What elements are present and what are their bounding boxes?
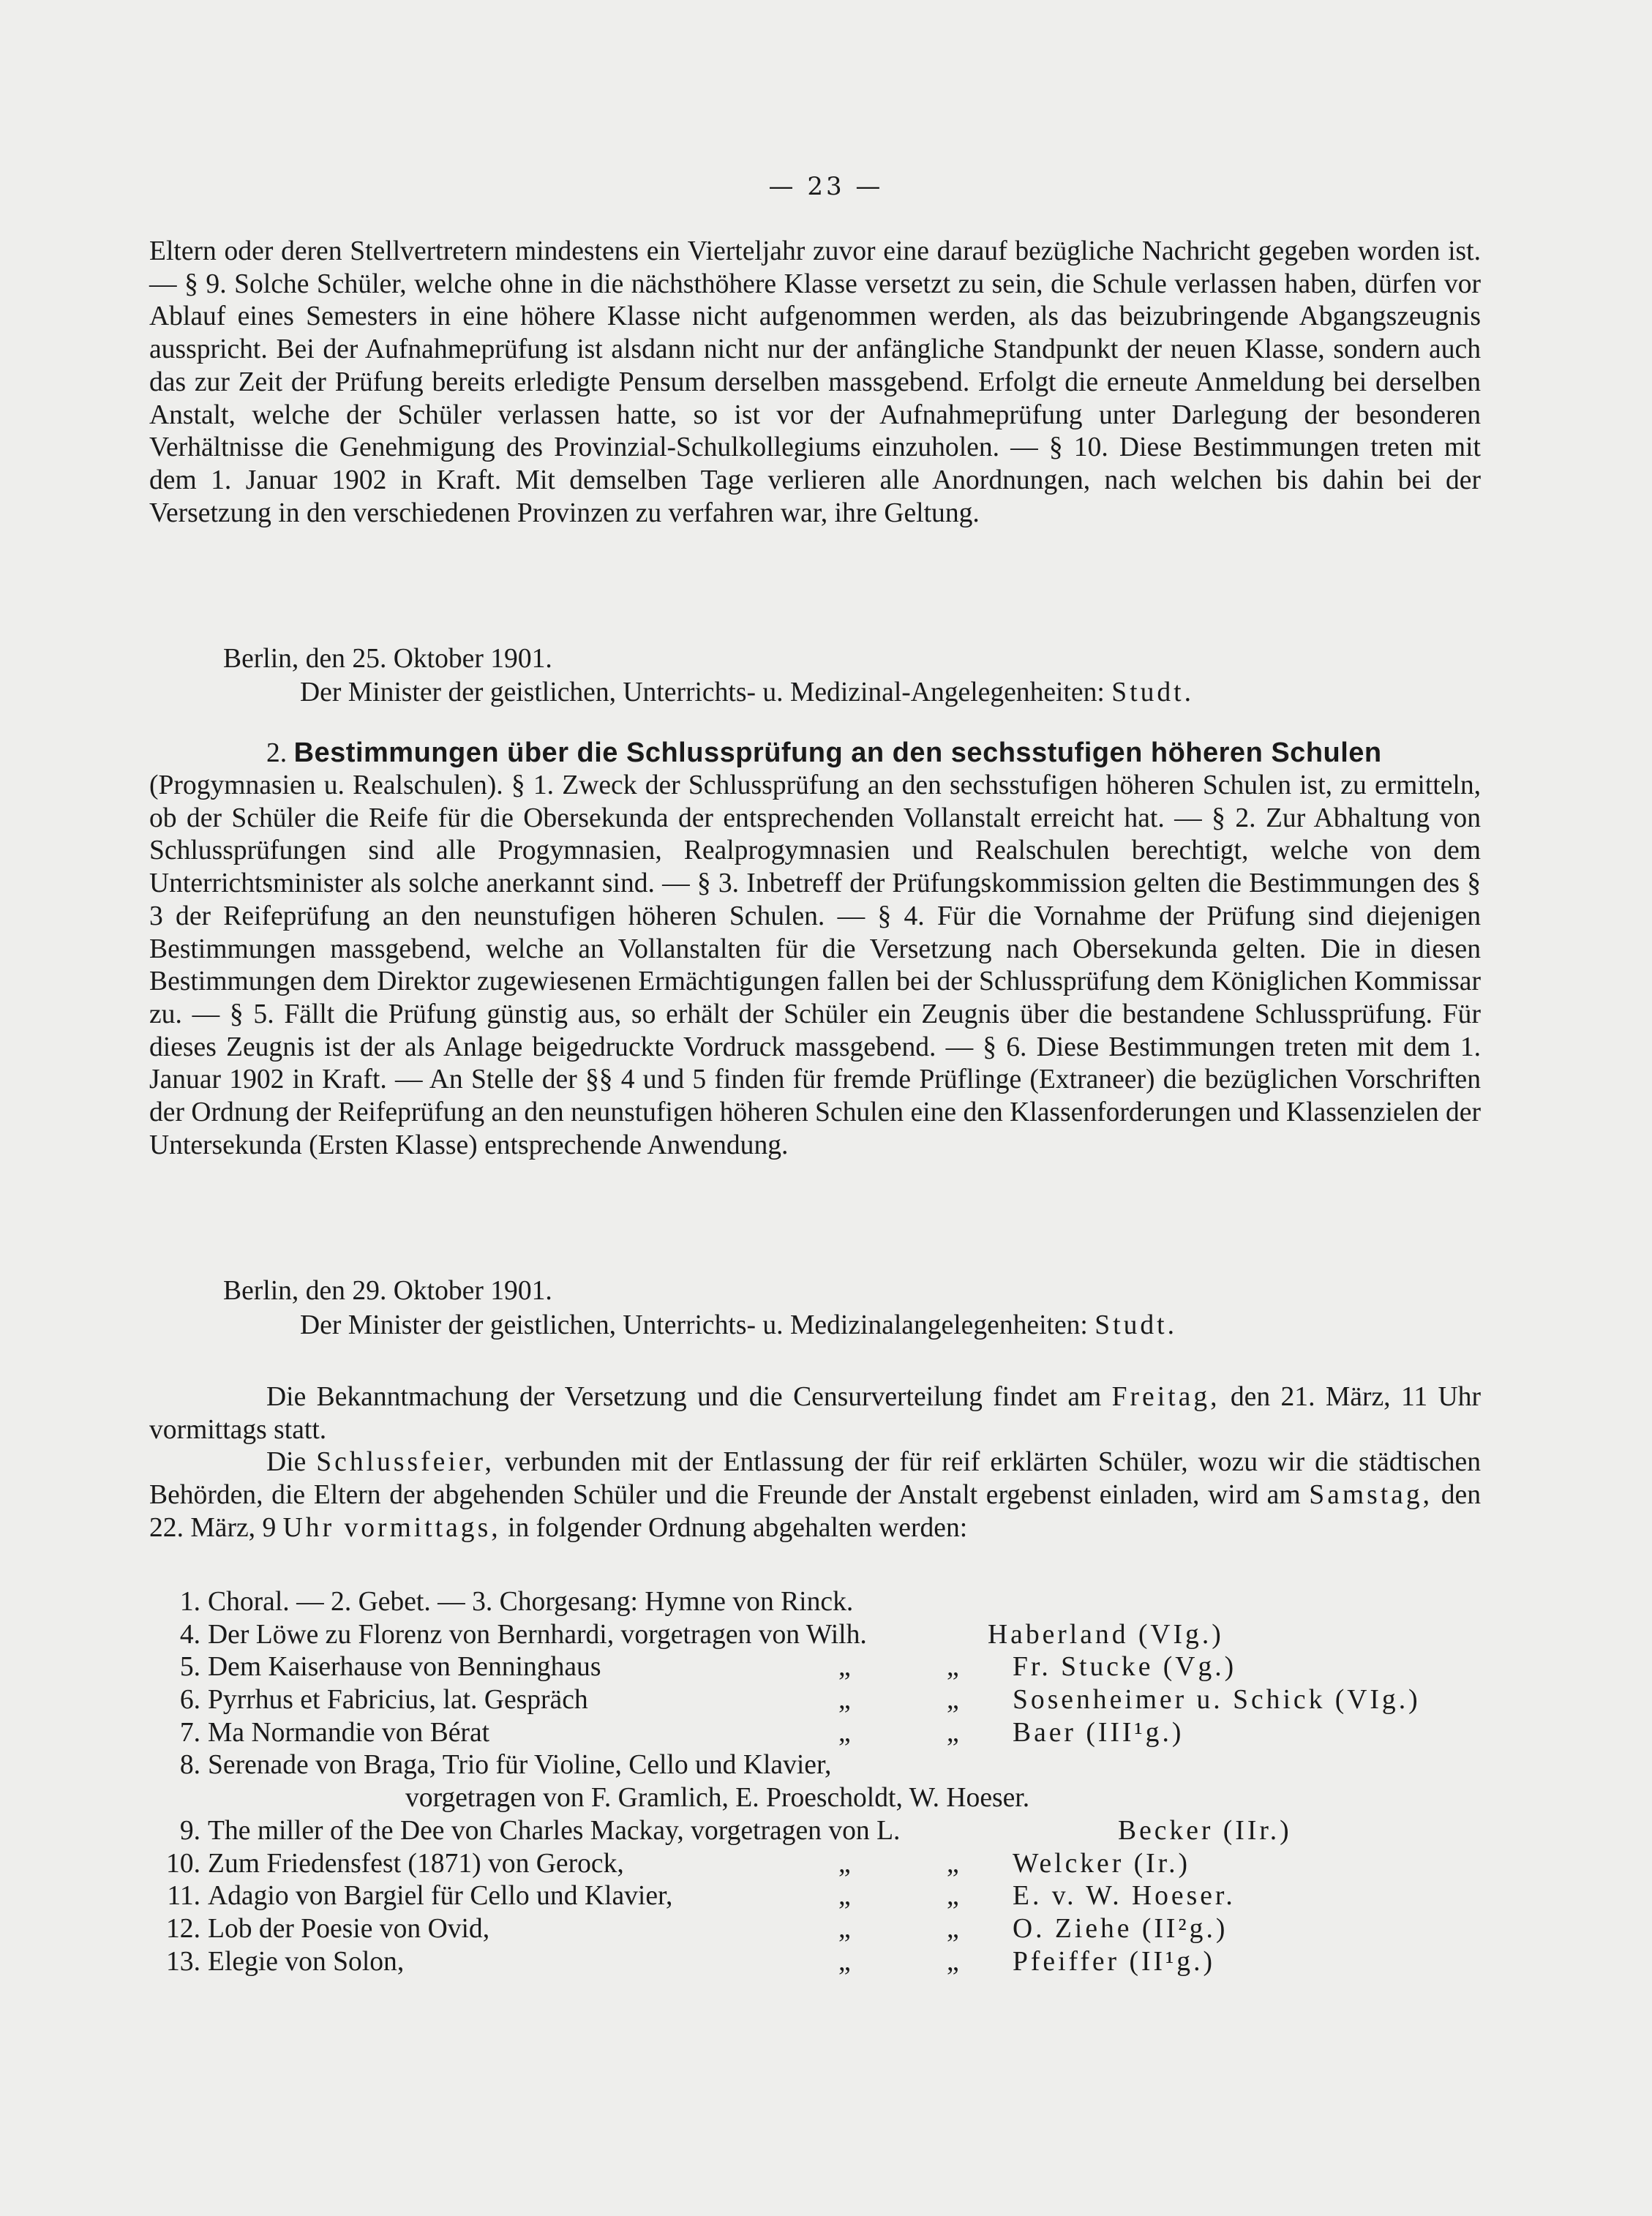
item-text: Dem Kaiserhause von Benninghaus xyxy=(208,1652,601,1683)
program-item xyxy=(149,1913,1510,1946)
item-performer: O. Ziehe (II²g.) xyxy=(1013,1913,1228,1944)
item-number: 1. xyxy=(179,1587,200,1617)
signature-1: Der Minister der geistlichen, Unterrichts- u. Medizinal-Angelegenheiten: Studt. xyxy=(300,677,1194,707)
ditto-mark: „ xyxy=(947,1848,959,1879)
announce2-text-g: in folgender Ordnung abgehalten werden: xyxy=(508,1512,968,1543)
item-number: 12. xyxy=(166,1913,200,1944)
paragraph-schlusspruefung xyxy=(149,770,1481,1162)
item-text: The miller of the Dee von Charles Mackay, vorgetragen von L. xyxy=(208,1815,901,1846)
item-text: Pyrrhus et Fabricius, lat. Gespräch xyxy=(208,1685,588,1716)
announcement-censur xyxy=(149,1381,1481,1446)
item-text: Serenade von Braga, Trio für Violine, Cello und Klavier, xyxy=(208,1750,832,1781)
item-number: 5. xyxy=(179,1652,200,1683)
heading-title: Bestimmungen über die Schlussprüfung an den sechsstufigen höheren Schulen xyxy=(293,737,1382,768)
signature-2: Der Minister der geistlichen, Unterrichts- u. Medizinalangelegenheiten: Studt. xyxy=(300,1310,1178,1340)
ditto-mark: „ xyxy=(838,1946,851,1977)
announce2-text-a: Die xyxy=(266,1447,307,1478)
item-text: Zum Friedensfest (1871) von Gerock, xyxy=(208,1848,624,1879)
paragraph-text: (Progymnasien u. Realschulen). § 1. Zweck der Schlussprüfung an den sechsstufigen höheren Schulen ist, zu ermitteln, ob der Schüler die Reife für die Obersekunda der entsprechenden Vollanstalt erreicht hat. — § 2. Zur Abhaltung von Schlussprüfungen sind alle Progymnasien, Realprogymnasien und Realschulen berechtigt, welche von dem Unterrichtsminister als solche anerkannt sind. — § 3. Inbetreff der Prüfungskommission gelten die Bestimmungen des § 3 der Reifeprüfung an den neunstufigen höheren Schulen. — § 4. Für die Vornahme der Prüfung sind diejenigen Bestimmungen massgebend, welche an Vollanstalten für die Versetzung nach Obersekunda gelten. Die in diesen Bestimmungen dem Direktor zugewiesenen Ermächtigungen fallen bei der Schlussprüfung dem Königlichen Kommissar zu. — § 5. Fällt die Prüfung günstig aus, so erhält der Schüler ein Zeugnis über die bestandene Schlussprüfung. Für dieses Zeugnis ist der als Anlage beigedruckte Vordruck massgebend. — § 6. Diese Bestimmungen treten mit dem 1. Januar 1902 in Kraft. — An Stelle der §§ 4 und 5 finden für fremde Prüflinge (Extraneer) die bezüglichen Vorschriften der Ordnung der Reifeprüfung an den neunstufigen höheren Schulen eine den Klassenforderungen und Klassenzielen der Untersekunda (Ersten Klasse) entsprechende Anwendung. xyxy=(149,770,1481,1160)
heading-number: 2. xyxy=(266,738,288,768)
ditto-mark: „ xyxy=(838,1913,851,1944)
ditto-mark: „ xyxy=(947,1946,959,1977)
item-text: Adagio von Bargiel für Cello und Klavier, xyxy=(208,1881,673,1912)
ditto-mark: „ xyxy=(947,1881,959,1912)
signatory-name: Studt. xyxy=(1111,677,1194,707)
program-item xyxy=(149,1684,1510,1717)
paragraph-versetzung xyxy=(149,236,1481,530)
ditto-mark: „ xyxy=(838,1848,851,1879)
item-number: 8. xyxy=(179,1750,200,1781)
item-number: 7. xyxy=(179,1717,200,1748)
item-text: Ma Normandie von Bérat xyxy=(208,1717,490,1748)
item-performer: Haberland (VIg.) xyxy=(988,1619,1224,1650)
announce2-text-c: verbunden mit der Entlassung der für reif erklärten Schüler, wozu wir die städtischen Behörden, die Eltern der abgehenden Schüler und die Freunde der Anstalt ergebenst einladen, wird am xyxy=(149,1447,1481,1511)
item-number: 11. xyxy=(167,1881,200,1912)
program-item xyxy=(149,1946,1510,1979)
section-heading xyxy=(149,736,1481,770)
program-item xyxy=(149,1880,1510,1913)
ditto-mark: „ xyxy=(947,1717,959,1748)
dateline-1: Berlin, den 25. Oktober 1901. xyxy=(223,644,552,674)
announce2-time: Uhr vormittags, xyxy=(282,1512,501,1543)
program-item xyxy=(149,1586,1510,1619)
item-text: Choral. — 2. Gebet. — 3. Chorgesang: Hymne von Rinck. xyxy=(208,1587,854,1617)
program-item xyxy=(149,1717,1510,1750)
ditto-mark: „ xyxy=(838,1881,851,1912)
item-text: Der Löwe zu Florenz von Bernhardi, vorgetragen von Wilh. xyxy=(208,1619,867,1650)
ditto-mark: „ xyxy=(838,1685,851,1716)
item-performer: Welcker (Ir.) xyxy=(1013,1848,1191,1879)
program-item xyxy=(149,1651,1510,1684)
item-number: 9. xyxy=(179,1815,200,1846)
item-performer: Becker (IIr.) xyxy=(1118,1815,1292,1846)
item-performer: E. v. W. Hoeser. xyxy=(1013,1881,1236,1912)
dateline-2: Berlin, den 29. Oktober 1901. xyxy=(223,1276,552,1306)
ditto-mark: „ xyxy=(947,1685,959,1716)
item-performer: Baer (III¹g.) xyxy=(1013,1717,1184,1748)
ditto-mark: „ xyxy=(947,1913,959,1944)
item-number: 10. xyxy=(166,1848,200,1879)
announce1-text: Die Bekanntmachung der Versetzung und die Censurverteilung findet am xyxy=(266,1382,1102,1412)
item-text: vorgetragen von F. Gramlich, E. Proescholdt, W. Hoeser. xyxy=(405,1783,1030,1814)
program-item xyxy=(149,1815,1510,1848)
item-number: 13. xyxy=(166,1946,200,1977)
item-performer: Sosenheimer u. Schick (VIg.) xyxy=(1013,1685,1421,1716)
program-item-continuation xyxy=(149,1782,1510,1815)
item-text: Elegie von Solon, xyxy=(208,1946,405,1977)
item-number: 6. xyxy=(179,1685,200,1716)
page-number: — 23 — xyxy=(768,172,884,201)
ditto-mark: „ xyxy=(947,1652,959,1683)
program-item xyxy=(149,1749,1510,1782)
program-list xyxy=(149,1586,1510,1978)
announce2-day: Samstag, xyxy=(1309,1480,1433,1511)
item-performer: Pfeiffer (II¹g.) xyxy=(1013,1946,1215,1977)
item-performer: Fr. Stucke (Vg.) xyxy=(1013,1652,1237,1683)
announce2-date: den 22. März, 9 xyxy=(149,1480,1481,1543)
announcement-schlussfeier xyxy=(149,1446,1481,1544)
ditto-mark: „ xyxy=(838,1717,851,1748)
program-item xyxy=(149,1619,1510,1652)
program-item xyxy=(149,1848,1510,1881)
item-text: Lob der Poesie von Ovid, xyxy=(208,1913,490,1944)
announcement xyxy=(149,1381,1481,1545)
announce2-event: Schlussfeier, xyxy=(316,1447,495,1478)
item-number: 4. xyxy=(179,1619,200,1650)
signatory-name: Studt. xyxy=(1095,1310,1178,1340)
paragraph-text: Eltern oder deren Stellvertretern mindestens ein Vierteljahr zuvor eine darauf bezügliche Nachricht gegeben worden ist. — § 9. Solche Schüler, welche ohne in die nächsthöhere Klasse versetzt zu sein, die Schule verlassen haben, dürfen vor Ablauf eines Semesters in eine höhere Klasse nicht aufgenommen werden, als das beizubringende Abgangszeugnis ausspricht. Bei der Aufnahmeprüfung ist alsdann nicht nur der anfängliche Standpunkt der neuen Klasse, sondern auch das zur Zeit der Prüfung bereits erledigte Pensum derselben massgebend. Erfolgt die erneute Anmeldung bei derselben Anstalt, welche der Schüler verlassen hatte, so ist vor der Aufnahmeprüfung unter Darlegung der besonderen Verhältnisse die Genehmigung des Provinzial-Schulkollegiums einzuholen. — § 10. Diese Bestimmungen treten mit dem 1. Januar 1902 in Kraft. Mit demselben Tage verlieren alle Anordnungen, nach welchen bis dahin bei der Versetzung in den verschiedenen Provinzen zu verfahren war, ihre Geltung. xyxy=(149,236,1481,528)
announce1-day: Freitag, xyxy=(1111,1382,1220,1412)
announce1-time: den 21. März, 11 Uhr vormittags statt. xyxy=(149,1382,1481,1445)
ditto-mark: „ xyxy=(838,1652,851,1683)
